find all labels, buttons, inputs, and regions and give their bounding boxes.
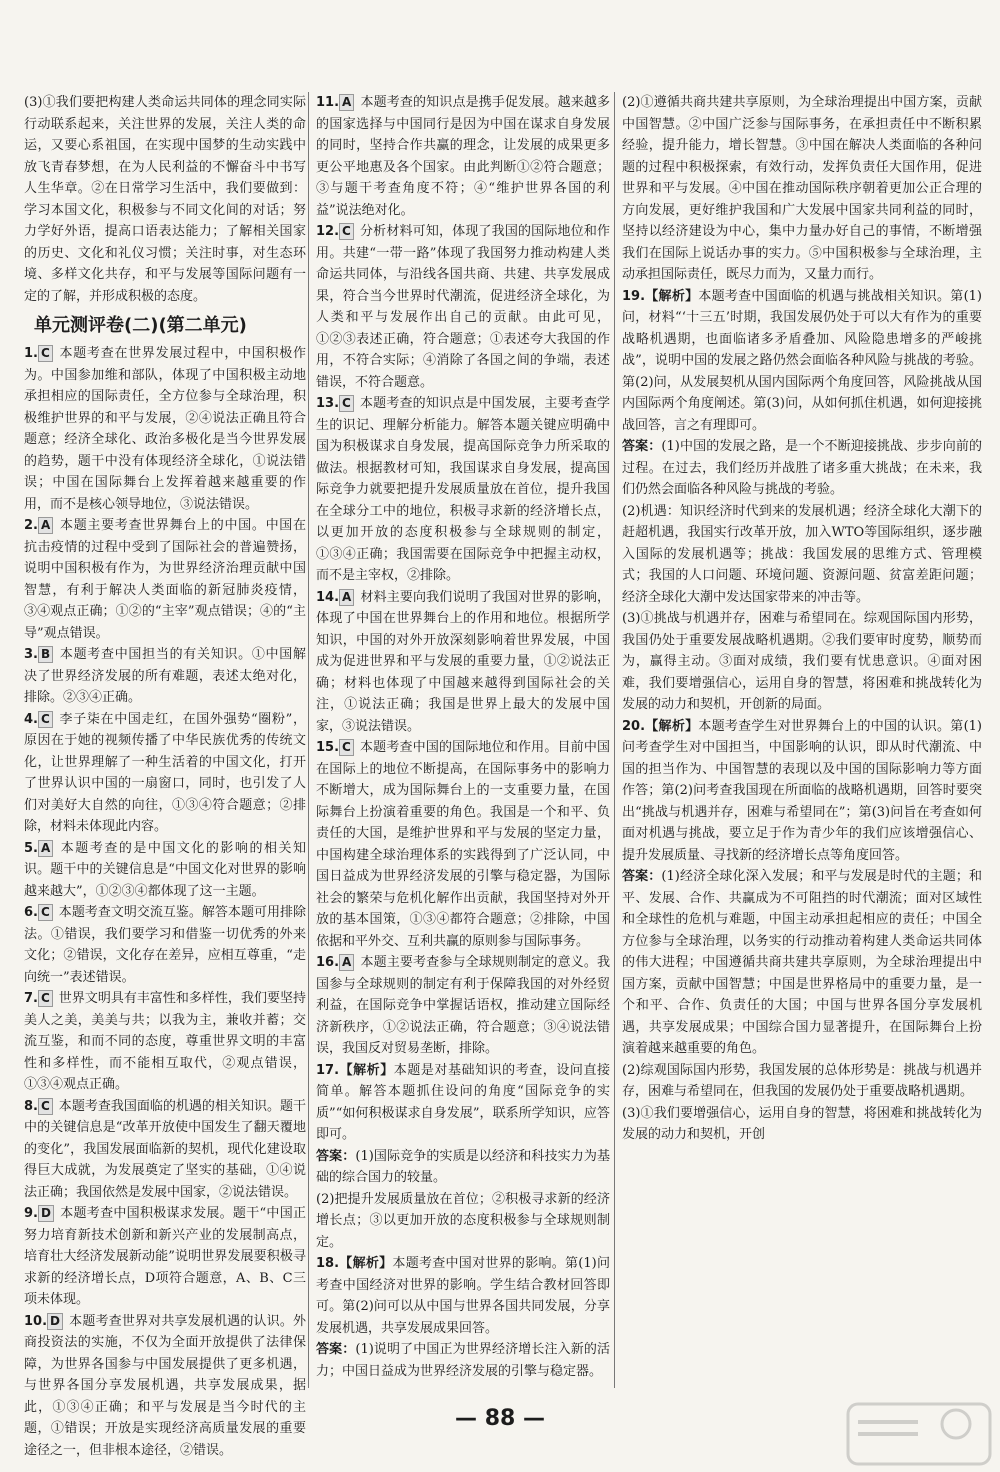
- answer-label: 答案：: [622, 439, 662, 454]
- answer-label: 答案：: [316, 1148, 356, 1164]
- explanation-text: 本题主要考查世界舞台上的中国。中国在抗击疫情的过程中受到了国际社会的普遍赞扬，说明中国积极有作为，为世界经济治理贡献中国智慧，有利于解决人类面临的新冠肺炎疫情，③④观点正确；①②的“主宰”观点错误；④的“主导”观点错误。: [24, 518, 306, 641]
- answer-item: [316, 737, 610, 952]
- answer-list: [316, 92, 610, 1382]
- answer-block: [316, 1339, 610, 1382]
- answer-label: 答案：: [316, 1342, 356, 1357]
- answer-item: [316, 1253, 610, 1339]
- answer-item: [622, 286, 982, 437]
- answer-item: [24, 515, 306, 644]
- answer-choice-badge: A: [339, 954, 354, 971]
- question-number: 5.: [24, 840, 38, 856]
- answer-choice-badge: C: [339, 395, 354, 412]
- answer-item: [24, 1096, 306, 1204]
- answer-block: [622, 866, 982, 1060]
- answer-text: (1)经济全球化深入发展；和平与发展是时代的主题；和平、发展、合作、共赢成为不可阻挡的时代潮流；面对区域性和全球性的危机与难题，中国主动承担起相应的责任；中国全方位参与全球治理，以务实的行动推动着构建人类命运共同体的伟大进程；中国遵循共商共建共享原则，为全球治理提出中国方案，贡献中国智慧；中国是世界格局中的重要力量，是一个和平、合作、负责任的大国；中国与世界各国分享发展机遇，共享发展成果；中国综合国力显著提升，在国际舞台上扮演着越来越重要的角色。: [622, 869, 982, 1056]
- answer-item: [24, 1203, 306, 1311]
- question-number: 4.: [24, 711, 38, 727]
- answer-text: (3)①我们要增强信心，运用自身的智慧，将困难和挑战转化为发展的动力和契机，开创: [622, 1105, 982, 1142]
- question-number: 13.: [316, 396, 340, 411]
- question-number: 10.: [24, 1313, 48, 1329]
- explanation-text: 本题考查在世界发展过程中，中国积极作为。中国参加维和部队，体现了中国积极主动地承担相应的国际责任，全方位参与全球治理，积极维护世界的和平与发展，②④说法正确且符合题意；经济全球化、政治多极化是当今世界发展的趋势，题干中没有体现经济全球化，①说法错误；中国在国际舞台上发挥着越来越重要的作用，而不是核心领导地位，③说法错误。: [24, 346, 306, 512]
- answer-text: (1)国际竞争的实质是以经济和科技实力为基础的综合国力的较量。: [316, 1148, 610, 1185]
- answer-choice-badge: C: [38, 1098, 53, 1115]
- answer-text: (2)把提升发展质量放在首位；②积极寻求新的经济增长点；③以更加开放的态度积极参与全球规则制定。: [316, 1191, 610, 1250]
- question-number: 12.: [316, 224, 340, 239]
- answer-choice-badge: C: [38, 711, 53, 728]
- explanation-text: 材料主要向我们说明了我国对世界的影响，体现了中国在世界舞台上的作用和地位。根据所学知识，中国的对外开放深刻影响着世界发展，中国成为促进世界和平与发展的重要力量，①②说法正确；材料也体现了中国越来越得到国际社会的关注，①说法正确；我国是世界上最大的发展中国家，③说法错误。: [316, 589, 610, 734]
- question-number: 2.: [24, 518, 38, 533]
- answer-choice-badge: C: [339, 223, 354, 240]
- answer-text: (2)机遇：知识经济时代到来的发展机遇；经济全球化大潮下的赶超机遇，我国实行改革开放，加入WTO等国际组织，逐步融入国际的发展机遇等；挑战：我国发展的思维方式、管理模式；我国的人口问题、环境问题、资源问题、贫富差距问题；经济全球化大潮中发达国家带来的冲击等。: [622, 503, 982, 605]
- explanation-text: 本题主要考查参与全球规则制定的意义。我国参与全球规则的制定有利于保障我国的对外经贸利益，在国际竞争中掌握话语权，推动建立国际经济新秩序，①②说法正确，符合题意；③④说法错误，我国反对贸易垄断，排除。: [316, 955, 610, 1056]
- question-number: 8.: [24, 1098, 38, 1114]
- explanation-text: 本题考查的知识点是携手促发展。越来越多的国家选择与中国同行是因为中国在谋求自身发展的同时，坚持合作共赢的理念，让发展的成果更多更公平地惠及各个国家。由此判断①②符合题意；③与题干考查角度不符；④“维护世界各国的利益”说法绝对化。: [316, 95, 610, 218]
- analysis-tag: 【解析】: [645, 288, 699, 304]
- answer-item: [24, 902, 306, 988]
- answer-item: [316, 1060, 610, 1146]
- question-number: 6.: [24, 905, 38, 920]
- question-number: 11.: [316, 95, 340, 110]
- question-number: 7.: [24, 991, 38, 1006]
- answer-choice-badge: C: [38, 345, 53, 362]
- answer-block: [316, 1146, 610, 1189]
- watermark-logo: [844, 1400, 994, 1468]
- answer-choice-badge: A: [339, 94, 354, 111]
- column-divider: [308, 92, 309, 1388]
- answer-choice-badge: D: [47, 1313, 63, 1330]
- explanation-text: 分析材料可知，体现了我国的国际地位和作用。共建“一带一路”体现了我国努力推动构建人类命运共同体，与沿线各国共商、共建、共享发展成果，符合当今世界时代潮流，促进经济全球化，为人类和平与发展作出自己的贡献。由此可见，①②③表述正确，符合题意；①表述夸大我国的作用，不符合实际；④消除了各国之间的争端，表述错误，不符合题意。: [316, 224, 610, 390]
- answer-list: [622, 286, 982, 1146]
- explanation-text: 本题考查中国面临的机遇与挑战相关知识。第(1)问，材料“‘十三五’时期，我国发展仍处于可以大有作为的重要战略机遇期，也面临诸多矛盾叠加、风险隐患增多的严峻挑战”，说明中国的发展之路仍然会面临各种风险与挑战的考验。第(2)问，从发展契机从国内国际两个角度回答，风险挑战从国内国际两个角度阐述。第(3)问，从如何抓住机遇，如何迎接挑战回答，言之有理即可。: [622, 288, 982, 433]
- explanation-text: 本题考查中国对世界的影响。第(1)问考查中国经济对世界的影响。学生结合教材回答即可。第(2)问可以从中国与世界各国共同发展，分享发展机遇，共享发展成果回答。: [316, 1256, 610, 1336]
- answer-item: [316, 587, 610, 738]
- explanation-text: 本题考查我国面临的机遇的相关知识。题干中的关键信息是“改革开放使中国发生了翻天覆地的变化”，我国发展面临新的契机，现代化建设取得巨大成就，为发展奠定了坚实的基础，①④说法正确；我国依然是发展中国家，②说法错误。: [24, 1098, 306, 1200]
- question-number: 15.: [316, 740, 340, 755]
- column-right: [622, 92, 982, 1398]
- explanation-text: 本题考查中国担当的有关知识。①中国解决了世界经济发展的所有难题，表述太绝对化，排除。②③④正确。: [24, 647, 306, 705]
- answer-item: [24, 988, 306, 1096]
- explanation-text: 李子柒在中国走红，在国外强势“圈粉”，原因在于她的视频传播了中华民族优秀的传统文化，让世界理解了一种生活着的中国文化，打开了世界认识中国的一扇窗口，同时，也引发了人们对美好大自然的向往，①③④符合题意；②排除，材料未体现此内容。: [24, 711, 306, 834]
- answer-text: (1)说明了中国正为世界经济增长注入新的活力；中国日益成为世界经济发展的引擎与稳定器。: [316, 1342, 610, 1379]
- explanation-text: 本题考查中国积极谋求发展。题干“中国正努力培育新技术创新和新兴产业的发展制高点，培育壮大经济发展新动能”说明世界发展要积极寻求新的经济增长点，D项符合题意，A、B、C三项未体现。: [24, 1206, 306, 1307]
- answer-choice-badge: C: [339, 739, 354, 756]
- answer-text: (3)①挑战与机遇并存，困难与希望同在。综观国际国内形势，我国仍处于重要发展战略机遇期。②我们要审时度势，顺势而为，赢得主动。③面对成绩，我们要有忧患意识。④面对困难，我们要增强信心，运用自身的智慧，将困难和挑战转化为发展的动力和契机，开创新的局面。: [622, 611, 982, 712]
- answer-item: [24, 644, 306, 709]
- answer-choice-badge: A: [38, 517, 53, 534]
- explanation-text: 本题考查的是中国文化的影响的相关知识。题干中的关键信息是“中国文化对世界的影响越来越大”，①②③④都体现了这一主题。: [24, 840, 306, 899]
- explanation-text: 本题考查文明交流互鉴。解答本题可用排除法。①错误，我们要学习和借鉴一切优秀的外来文化；②错误，文化存在差异，应相互尊重，“走向统一”表述错误。: [24, 905, 306, 985]
- column-left: [24, 92, 306, 1458]
- analysis-tag: 【解析】: [645, 718, 699, 734]
- answer-choice-badge: C: [38, 990, 53, 1007]
- answer-item: [24, 838, 306, 903]
- answer-text: (2)综观国际国内形势，我国发展的总体形势是：挑战与机遇并存，困难与希望同在，但我国的发展仍处于重要战略机遇期。: [622, 1062, 982, 1099]
- analysis-tag: 【解析】: [339, 1256, 393, 1271]
- answer-item: [316, 92, 610, 221]
- answer-item: [316, 393, 610, 587]
- column-divider: [614, 92, 615, 1388]
- section-title: 单元测评卷(二)(第二单元): [34, 315, 247, 336]
- answer-list: [24, 343, 306, 1461]
- question-number: 16.: [316, 955, 340, 970]
- question-number: 1.: [24, 346, 38, 361]
- answer-item: [24, 1311, 306, 1462]
- explanation-text: 本题考查学生对世界舞台上的中国的认识。第(1)问考查学生对中国担当，中国影响的认识，即从时代潮流、中国的担当作为、中国智慧的表现以及中国的国际影响力等方面作答；第(2)问考查我国现在所面临的战略机遇期，回答时要突出“挑战与机遇并存，困难与希望同在”；第(3)问旨在考查如何面对机遇与挑战，要立足于作为青少年的我们应该增强信心、提升发展质量、寻找新的经济增长点等角度回答。: [622, 718, 982, 863]
- answer-item: [316, 952, 610, 1060]
- answer-choice-badge: B: [38, 646, 53, 663]
- answer-block: [622, 436, 982, 501]
- explanation-text: 世界文明具有丰富性和多样性，我们要坚持美人之美，美美与共；以我为主，兼收并蓄；交流互鉴，和而不同的态度，尊重世界文明的丰富性和多样性，而不能相互取代，②观点错误，①③④观点正确。: [24, 991, 306, 1092]
- question-number: 17.: [316, 1062, 340, 1078]
- question-number: 19.: [622, 288, 646, 304]
- answer-item: [622, 716, 982, 867]
- analysis-tag: 【解析】: [339, 1062, 394, 1078]
- answer-choice-badge: D: [38, 1205, 54, 1222]
- answer-label: 答案：: [622, 869, 662, 884]
- question-number: 3.: [24, 647, 38, 662]
- answer-item: [24, 343, 306, 515]
- column-middle: [316, 92, 610, 1398]
- answer-item: [316, 221, 610, 393]
- question-number: 9.: [24, 1206, 38, 1221]
- explanation-text: 本题考查世界对共享发展机遇的认识。外商投资法的实施，不仅为全面开放提供了法律保障，为世界各国参与中国发展提供了更多机遇，与世界各国分享发展机遇，共享发展成果，据此，①③④正确；和平与发展是当今时代的主题，①错误；开放是实现经济高质量发展的重要途径之一，但非根本途径，②错误。: [24, 1313, 306, 1458]
- intro-paragraph: (3)①我们要把构建人类命运共同体的理念同实际行动联系起来，关注世界的发展，关注人类的命运，又要心系祖国，在实现中国梦的生动实践中放飞青春梦想，在为人民利益的不懈奋斗中书写人生华章。②在日常学习生活中，我们要做到：学习本国文化，积极参与不同文化间的对话；努力学好外语，提高口语表达能力；了解相关国家的历史、文化和礼仪习惯；关注时事，对生态环境、多样文化共存，和平与发展等国际问题有一定的了解，并形成积极的态度。: [24, 95, 306, 304]
- question-number: 14.: [316, 589, 340, 605]
- explanation-text: 本题考查中国的国际地位和作用。目前中国在国际上的地位不断提高，在国际事务中的影响力不断增大，成为国际舞台上的一支重要力量，在国际舞台上扮演着重要的角色。我国是一个和平、负责任的大国，是维护世界和平与发展的坚定力量，中国构建全球治理体系的实践得到了广泛认同，中国日益成为世界经济发展的引擎与稳定器，为国际社会的繁荣与危机化解作出贡献，我国坚持对外开放的基本国策，①③④都符合题意；②排除，中国依据和平外交、互利共赢的原则参与国际事务。: [316, 740, 610, 949]
- explanation-text: 本题考查的知识点是中国发展，主要考查学生的识记、理解分析能力。解答本题关键应明确中国为积极谋求自身发展，提高国际竞争力所采取的做法。根据教材可知，我国谋求自身发展，提高国际竞争力就要把提升发展质量放在首位，提升我国在全球分工中的地位，积极寻求新的经济增长点，以更加开放的态度积极参与全球规则的制定，①③④正确；我国需要在国际竞争中把握主动权，而不是主宰权，②排除。: [316, 396, 610, 583]
- continued-answer: (2)①遵循共商共建共享原则，为全球治理提出中国方案，贡献中国智慧。②中国广泛参与国际事务，在承担责任中不断积累经验，提升能力，增长智慧。③中国在解决人类面临的各种问题的过程中积极探索，有效行动，发挥负责任大国作用，促进世界和平与发展。④中国在推动国际秩序朝着更加公正合理的方向发展，更好维护我国和广大发展中国家共同利益的同时，坚持以经济建设为中心，集中力量办好自己的事情，不断增强我们在国际上说话办事的实力。⑤中国积极参与全球治理，主动承担国际责任，既尽力而为，又量力而行。: [622, 95, 982, 282]
- answer-item: [24, 709, 306, 838]
- question-number: 18.: [316, 1256, 340, 1271]
- answer-text: (1)中国的发展之路，是一个不断迎接挑战、步步向前的过程。在过去，我们经历并战胜了诸多重大挑战；在未来，我们仍然会面临各种风险与挑战的考验。: [622, 439, 982, 497]
- answer-choice-badge: A: [38, 840, 53, 857]
- page-number: — 88 —: [455, 1406, 545, 1431]
- question-number: 20.: [622, 718, 646, 734]
- answer-choice-badge: C: [38, 904, 53, 921]
- explanation-text: 本题是对基础知识的考查，设问直接简单。解答本题抓住设问的角度“国际竞争的实质”“如何积极谋求自身发展”，联系所学知识，应答即可。: [316, 1062, 610, 1142]
- answer-choice-badge: A: [339, 589, 354, 606]
